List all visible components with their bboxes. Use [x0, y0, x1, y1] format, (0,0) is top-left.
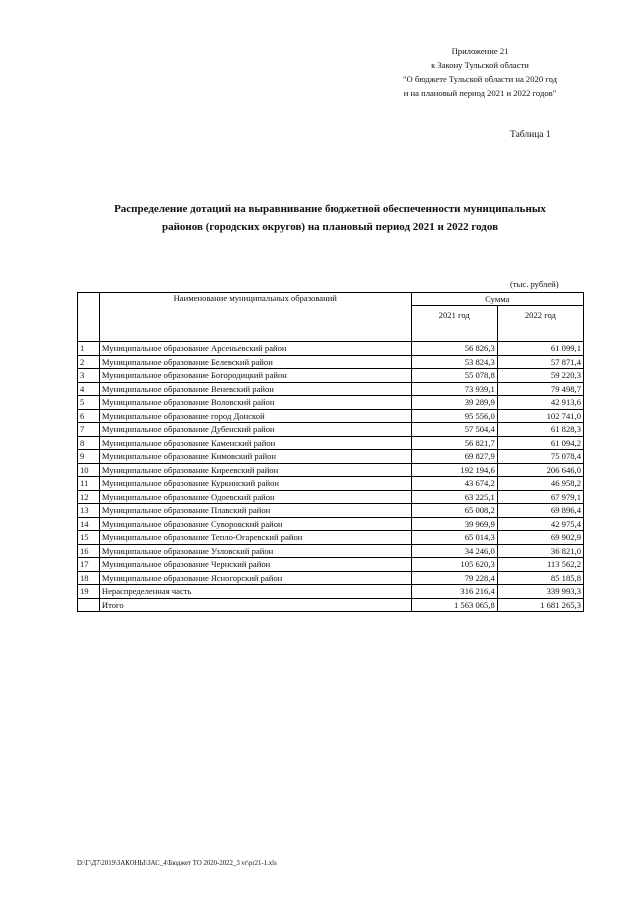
appendix-line-4: и на плановый период 2021 и 2022 годов": [403, 88, 557, 98]
row-number: 8: [78, 436, 100, 450]
row-2021: 57 504,4: [411, 423, 497, 437]
row-2021: 73 939,1: [411, 382, 497, 396]
table-row: [78, 544, 584, 558]
row-name: Муниципальное образование город Донской: [99, 409, 411, 423]
row-number: 17: [78, 558, 100, 572]
row-number: 15: [78, 531, 100, 545]
table-row: [78, 396, 584, 410]
row-number: 13: [78, 504, 100, 518]
row-number: 5: [78, 396, 100, 410]
row-2021: 39 289,9: [411, 396, 497, 410]
row-2022: 42 975,4: [497, 517, 583, 531]
row-name: Муниципальное образование Дубенский район: [99, 423, 411, 437]
row-2022: 339 993,3: [497, 585, 583, 599]
row-2022: 85 185,8: [497, 571, 583, 585]
table-row: [78, 571, 584, 585]
table-body: [78, 342, 584, 612]
row-2021: 56 821,7: [411, 436, 497, 450]
row-2021: 192 194,6: [411, 463, 497, 477]
header-2022: 2022 год: [497, 306, 583, 342]
table-row: [78, 477, 584, 491]
row-name: Муниципальное образование Узловский район: [99, 544, 411, 558]
row-name: Муниципальное образование Воловский район: [99, 396, 411, 410]
header-sum: Сумма: [411, 293, 583, 306]
row-2021: 43 674,2: [411, 477, 497, 491]
row-2022: 59 220,3: [497, 369, 583, 383]
table-row: [78, 490, 584, 504]
row-number: 4: [78, 382, 100, 396]
row-2021: 39 969,9: [411, 517, 497, 531]
row-number: 12: [78, 490, 100, 504]
table-row: [78, 436, 584, 450]
row-number: 1: [78, 342, 100, 356]
table-row: [78, 450, 584, 464]
table-row: [78, 355, 584, 369]
row-number: 7: [78, 423, 100, 437]
table-row: [78, 504, 584, 518]
row-2022: 75 078,4: [497, 450, 583, 464]
table-row: [78, 423, 584, 437]
row-number: 16: [78, 544, 100, 558]
row-number: [78, 598, 100, 612]
row-2022: 206 646,0: [497, 463, 583, 477]
title-line-1: Распределение дотаций на выравнивание бюджетной обеспеченности муниципальных: [114, 203, 546, 215]
table-row: [78, 531, 584, 545]
row-name: Муниципальное образование Арсеньевский район: [99, 342, 411, 356]
row-name: Муниципальное образование Тепло-Огаревский район: [99, 531, 411, 545]
table-row: [78, 598, 584, 612]
units-label: (тыс. рублей): [510, 279, 559, 289]
row-2022: 36 821,0: [497, 544, 583, 558]
row-2021: 1 563 065,8: [411, 598, 497, 612]
appendix-line-2: к Закону Тульской области: [431, 60, 529, 70]
table-row: [78, 585, 584, 599]
row-number: 14: [78, 517, 100, 531]
grants-table: [77, 292, 584, 612]
row-2021: 56 826,3: [411, 342, 497, 356]
appendix-note: [360, 44, 600, 100]
row-name: Муниципальное образование Чернский район: [99, 558, 411, 572]
row-name: Муниципальное образование Суворовский район: [99, 517, 411, 531]
table-row: [78, 382, 584, 396]
row-2022: 46 958,2: [497, 477, 583, 491]
row-name: Муниципальное образование Ясногорский район: [99, 571, 411, 585]
row-2022: 61 094,2: [497, 436, 583, 450]
table-row: [78, 369, 584, 383]
appendix-line-3: "О бюджете Тульской области на 2020 год: [403, 74, 557, 84]
table-row: [78, 342, 584, 356]
row-2021: 65 008,2: [411, 504, 497, 518]
row-name: Муниципальное образование Киреевский район: [99, 463, 411, 477]
row-2022: 69 896,4: [497, 504, 583, 518]
row-number: 9: [78, 450, 100, 464]
row-2021: 55 078,8: [411, 369, 497, 383]
row-2022: 1 681 265,3: [497, 598, 583, 612]
row-2022: 79 498,7: [497, 382, 583, 396]
table-row: [78, 463, 584, 477]
table-label: Таблица 1: [510, 130, 551, 140]
row-name: Муниципальное образование Каменский район: [99, 436, 411, 450]
row-number: 18: [78, 571, 100, 585]
row-name: Муниципальное образование Куркинский район: [99, 477, 411, 491]
row-2021: 95 556,0: [411, 409, 497, 423]
row-2021: 79 228,4: [411, 571, 497, 585]
row-number: 3: [78, 369, 100, 383]
table-row: [78, 517, 584, 531]
row-number: 6: [78, 409, 100, 423]
row-number: 2: [78, 355, 100, 369]
row-2022: 67 979,1: [497, 490, 583, 504]
appendix-line-1: Приложение 21: [451, 46, 509, 56]
row-2021: 65 014,3: [411, 531, 497, 545]
row-2021: 105 620,3: [411, 558, 497, 572]
header-number-cell: [78, 293, 100, 342]
row-name: Нераспределенная часть: [99, 585, 411, 599]
row-2021: 34 246,0: [411, 544, 497, 558]
row-2022: 69 902,9: [497, 531, 583, 545]
row-name: Муниципальное образование Веневский район: [99, 382, 411, 396]
table-row: [78, 558, 584, 572]
row-2021: 63 225,1: [411, 490, 497, 504]
header-2021: 2021 год: [411, 306, 497, 342]
row-2022: 113 562,2: [497, 558, 583, 572]
row-name: Муниципальное образование Плавский район: [99, 504, 411, 518]
row-name: Муниципальное образование Богородицкий район: [99, 369, 411, 383]
row-2022: 61 828,3: [497, 423, 583, 437]
row-2022: 42 913,6: [497, 396, 583, 410]
table-row: [78, 409, 584, 423]
row-2022: 57 871,4: [497, 355, 583, 369]
document-title: [60, 200, 600, 236]
row-2021: 53 824,3: [411, 355, 497, 369]
file-path-footer: D:\Г\Д7\2019\ЗАКОНЫ\ЗАС_4\Бюджет ТО 2020-2022_3 vr\pr21-1.xls: [77, 860, 277, 867]
row-2021: 69 827,9: [411, 450, 497, 464]
row-number: 11: [78, 477, 100, 491]
row-name: Итого: [99, 598, 411, 612]
row-name: Муниципальное образование Белевский район: [99, 355, 411, 369]
row-2021: 316 216,4: [411, 585, 497, 599]
row-name: Муниципальное образование Кимовский район: [99, 450, 411, 464]
title-line-2: районов (городских округов) на плановый период 2021 и 2022 годов: [161, 221, 499, 233]
row-number: 10: [78, 463, 100, 477]
row-2022: 102 741,0: [497, 409, 583, 423]
row-2022: 61 099,1: [497, 342, 583, 356]
header-name: Наименование муниципальных образований: [99, 293, 411, 342]
row-name: Муниципальное образование Одоевский район: [99, 490, 411, 504]
row-number: 19: [78, 585, 100, 599]
